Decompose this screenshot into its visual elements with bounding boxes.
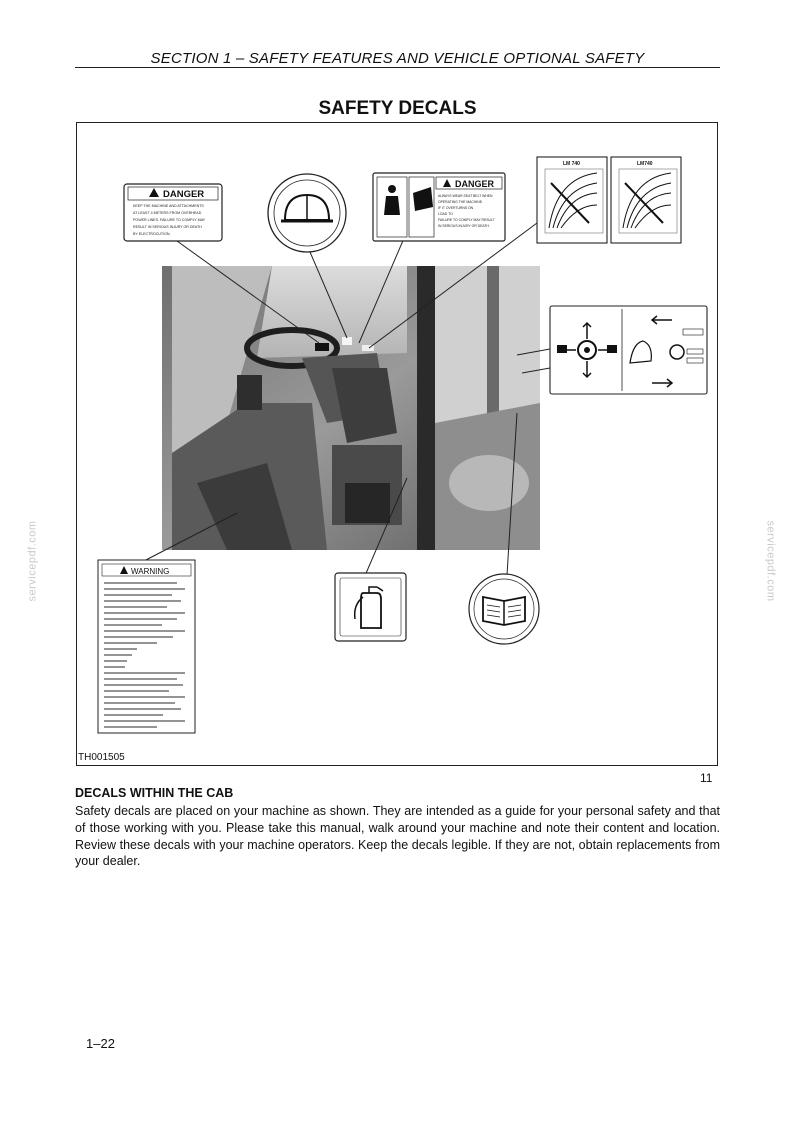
danger-decal-overhead-lines (124, 184, 222, 241)
danger-decal-2-line: IN SERIOUS INJURY OR DEATH. (438, 224, 490, 228)
load-chart-2-label: LM740 (637, 161, 653, 167)
page-title: SAFETY DECALS (318, 98, 477, 119)
cab-interior-photo (162, 266, 540, 550)
danger-decal-1-line: POWER LINES. FAILURE TO COMPLY MAY (133, 218, 206, 222)
load-chart-1-label: LM 740 (563, 161, 580, 167)
load-chart-decal-2 (611, 157, 681, 243)
warning-decal-heading: WARNING (131, 567, 170, 576)
danger-decal-1-line: AT LEAST 4 METERS FROM OVERHEAD (133, 211, 202, 215)
section-header: SECTION 1 – SAFETY FEATURES AND VEHICLE OPTIONAL SAFETY (150, 50, 645, 67)
warning-decal (98, 560, 195, 733)
helmet-decal (268, 174, 346, 252)
load-chart-decal-1 (537, 157, 607, 243)
watermark-left: servicepdf.com (26, 520, 39, 602)
fire-extinguisher-icon (361, 593, 381, 628)
danger-decal-2-line: OPERATING THE MACHINE. (438, 200, 483, 204)
figure-number: 11 (700, 771, 713, 785)
danger-decal-1-line: BY ELECTROCUTION. (133, 232, 171, 236)
danger-decal-seat-belt (373, 173, 505, 241)
fire-extinguisher-decal (335, 573, 406, 641)
danger-decal-2-heading: DANGER (455, 179, 495, 189)
sub-heading: DECALS WITHIN THE CAB (75, 786, 234, 800)
read-manual-decal (469, 574, 539, 644)
page-number: 1–22 (86, 1036, 115, 1051)
danger-decal-1-line: KEEP THE MACHINE AND ATTACHMENTS (133, 204, 204, 208)
danger-decal-2-line: FAILURE TO COMPLY MAY RESULT (438, 218, 495, 222)
danger-decal-2-line: LOAD TO (438, 212, 453, 216)
danger-decal-2-line: ALWAYS WEAR SEAT BELT WHEN (438, 194, 493, 198)
body-paragraph: Safety decals are placed on your machine as shown. They are intended as a guide for your personal safety and that of those working with you. Please take this manual, walk around your machine and note their content and location. Review these decals with your machine operators. Keep the decals legible. If they are not, obtain replacements from your dealer. (75, 804, 720, 869)
danger-decal-1-line: RESULT IN SERIOUS INJURY OR DEATH (133, 225, 202, 229)
seated-operator-icon (388, 185, 396, 193)
danger-decal-2-line: IF IT OVERTURNS ON (438, 206, 474, 210)
watermark-right: servicepdf.com (764, 520, 777, 602)
header-rule (75, 67, 720, 68)
figure-id: TH001505 (78, 752, 125, 763)
safety-decals-figure (76, 122, 718, 766)
joystick-controls-decal (550, 306, 707, 394)
danger-decal-1-heading: DANGER (163, 189, 205, 200)
